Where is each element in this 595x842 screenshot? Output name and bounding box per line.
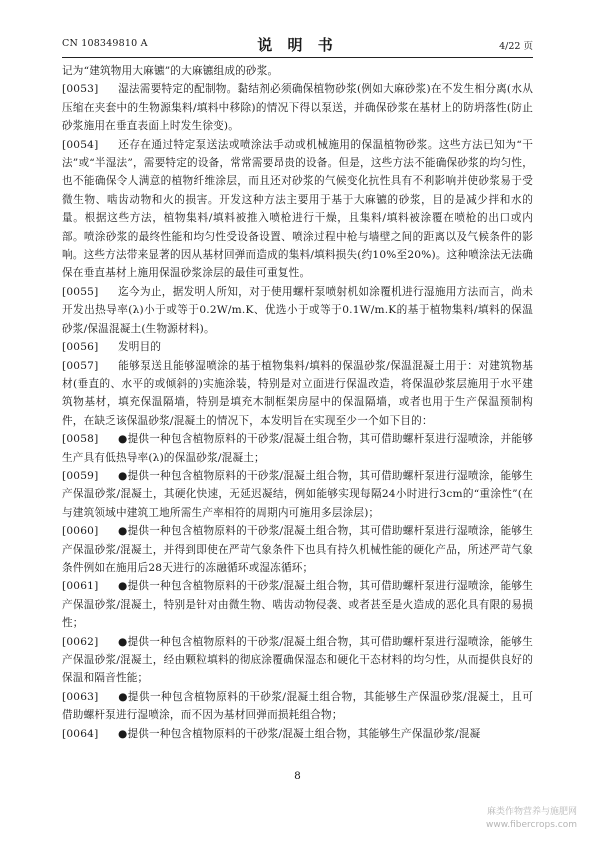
paragraph-text: ●提供一种包含植物原料的干砂浆/混凝土组合物，其可借助螺杆泵进行湿喷涂，能够生产保温砂浆/混凝土，其硬化快速，无延迟凝结，例如能够实现每隔24小时进行3cm的“重涂性”(在与建筑领域中建筑工地所需生产率相符的周期内可施用多层涂层)； [62,469,533,519]
description-body [62,62,533,743]
paragraph [62,357,533,431]
paragraph-text: ●提供一种包含植物原料的干砂浆/混凝土组合物，其能够生产保温砂浆/混凝 [118,727,481,740]
paragraph [62,80,533,135]
paragraph [62,136,533,283]
paragraph-text: ●提供一种包含植物原料的干砂浆/混凝土组合物，其可借助螺杆泵进行湿喷涂，能够生产保温砂浆/混凝土，经由颗粒填料的彻底涂覆确保湿态和硬化干态材料的均匀性，从而提供良好的保温和隔音性能； [62,635,533,685]
paragraph [62,522,533,577]
paragraph [62,467,533,522]
paragraph-text: 发明目的 [118,341,162,354]
paragraph-number: [0055] [62,285,99,298]
paragraph [62,725,533,743]
paragraph-number: [0063] [62,690,99,703]
paragraph-number: [0053] [62,83,99,96]
paragraph-number: [0054] [62,138,99,151]
watermark [437,806,577,832]
paragraph-text: 能够泵送且能够湿喷涂的基于植物集料/填料的保温砂浆/保温混凝土用于：对建筑物基材(垂直的、水平的或倾斜的)实施涂装，特别是对立面进行保温改造，将保温砂浆层施用于水平建筑物基材，填充保温隔墙，特别是填充木制框架房屋中的保温隔墙，或者也用于生产保温预制构件，在缺乏该保温砂浆/混凝土的情况下，本发明旨在实现至少一个如下目的： [62,359,533,427]
paragraph-text: 还存在通过特定泵送法或喷涂法手动或机械施用的保温植物砂浆。这些方法已知为“干法”或“半湿法”，需要特定的设备，常常需要昂贵的设备。但是，这些方法不能确保砂浆的均匀性，也不能确保令人满意的植物纤维涂层，而且还对砂浆的气候变化抗性具有不利影响并使砂浆易于受微生物、啮齿动物和火的损害。开发这种方法主要用于基于大麻镳的砂浆，目的是减少拌和水的量。根据这些方法，植物集料/填料被推入喷枪进行干燥，且集料/填料被涂覆在喷枪的出口或内部。喷涂砂浆的最终性能和均匀性受设备设置、喷涂过程中枪与墙壁之间的距离以及气候条件的影响。这些方法带来显著的因从基材回弹而造成的集料/填料损失(约10%至20%)。这种喷涂法无法确保在垂直基材上施用保温砂浆涂层的最佳可重复性。 [62,138,533,280]
page-header [62,34,533,54]
document-title: 说 明 书 [257,36,338,54]
paragraph-text: 迄今为止，据发明人所知，对于使用螺杆泵喷射机如涂覆机进行湿施用方法而言，尚未开发出热导率(λ)小于或等于0.2W/m.K、优选小于或等于0.1W/m.K的基于植物集料/填料的保温砂浆/保温混凝土(生物源材料)。 [62,285,533,335]
paragraph-text: ●提供一种包含植物原料的干砂浆/混凝土组合物，其可借助螺杆泵进行湿喷涂，能够生产保温砂浆/混凝土，特别是针对由微生物、啮齿动物侵袭、或者甚至是火造成的恶化具有限的易损性； [62,580,533,630]
paragraph-text: ●提供一种包含植物原料的干砂浆/混凝土组合物，其可借助螺杆泵进行湿喷涂，能够生产保温砂浆/混凝土，并得到即使在严苛气象条件下也具有持久机械性能的硬化产品，所述严苛气象条件例如在施用后28天进行的冻融循环或湿冻循环； [62,525,533,574]
page-counter: 4/22 页 [499,41,533,52]
paragraph-text: 记为“建筑物用大麻镳”的大麻镳组成的砂浆。 [62,65,279,77]
paragraph-number: [0059] [62,469,99,482]
page-number: 8 [294,770,301,782]
header-rule [62,57,533,58]
paragraph-number: [0060] [62,525,99,538]
publication-number: CN 108349810 A [62,38,148,49]
paragraph-number: [0061] [62,580,99,593]
paragraph [62,577,533,632]
paragraph-number: [0056] [62,341,99,354]
paragraph [62,338,533,356]
paragraph [62,62,533,80]
paragraph-number: [0064] [62,727,99,740]
paragraph-number: [0057] [62,359,99,372]
watermark-site-name: 麻类作物营养与施肥网 [486,807,577,817]
paragraph [62,430,533,467]
paragraph-number: [0062] [62,635,99,648]
paragraph-text: ●提供一种包含植物原料的干砂浆/混凝土组合物，其能够生产保温砂浆/混凝土，且可借助螺杆泵进行湿喷涂，而不因为基材回弹而损耗组合物； [62,690,533,722]
paragraph-text: ●提供一种包含植物原料的干砂浆/混凝土组合物，其可借助螺杆泵进行湿喷涂，并能够生产具有低热导率(λ)的保温砂浆/混凝土； [62,433,533,464]
paragraph [62,633,533,688]
paragraph-text: 湿法需要特定的配制物。黏结剂必须确保植物砂浆(例如大麻砂浆)在不发生相分离(水从压缩在夹套中的生物源集料/填料中移除)的情况下得以泵送，并确保砂浆在基材上的防坍落性(防止砂浆施用在垂直表面上时发生徐变)。 [62,83,533,133]
paragraph-number: [0058] [62,433,99,446]
watermark-url: www.fibercrops.com [486,820,577,830]
paragraph [62,283,533,338]
paragraph [62,688,533,725]
